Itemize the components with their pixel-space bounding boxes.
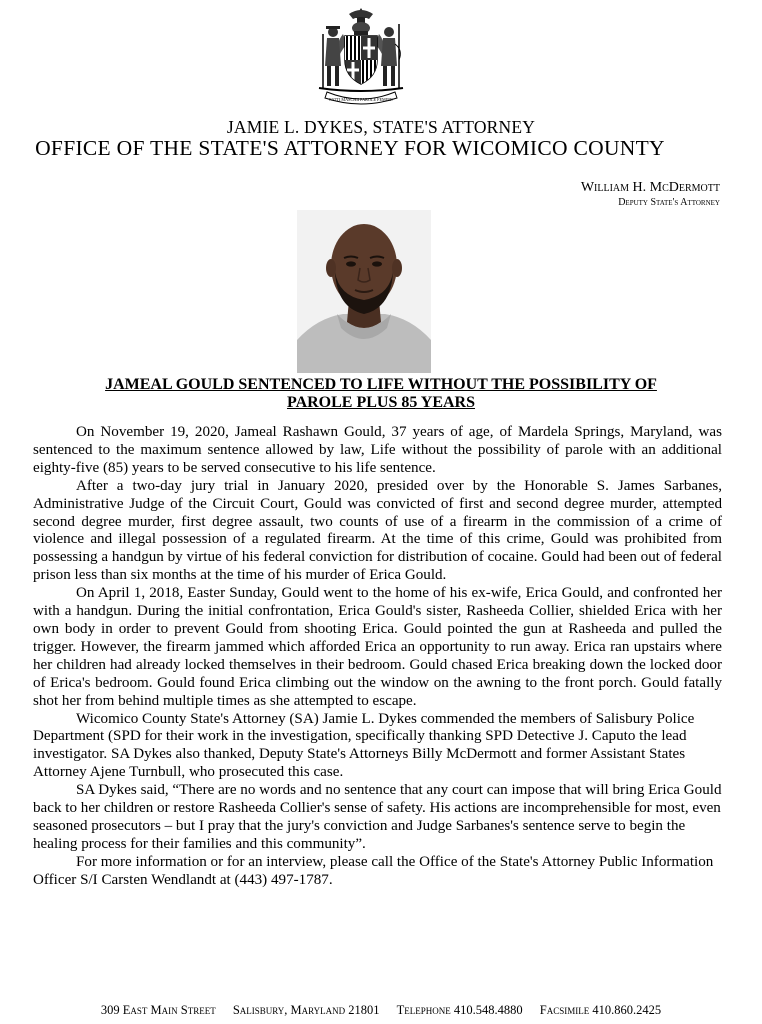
headline-line-1: JAMEAL GOULD SENTENCED TO LIFE WITHOUT THE POSSIBILITY OF — [105, 376, 657, 393]
paragraph-incident: On April 1, 2018, Easter Sunday, Gould went to the home of his ex-wife, Erica Gould, and confronted her with a handgun. During the initial confrontation, Erica Gould's sister, Rasheeda Collier, shielded Erica with her own body in order to prevent Gould from shooting Erica. Gould pointed the gun at Rasheeda and pulled the trigger. However, the firearm jammed which afforded Erica an opportunity to run away. Erica ran upstairs where her children had already locked themselves in their bedroom. Gould chased Erica breaking down the locked door of Erica's bedroom. Gould found Erica climbing out the window on the awning to the front porch. Gould fatally shot her from behind multiple times as she attempted to escape. — [33, 585, 722, 709]
paragraph-quote: SA Dykes said, “There are no words and no sentence that any court can impose that will bring Erica Gould back to her children or restore Rasheeda Collier's sense of safety. His actions are incomprehensible for most, even seasoned prosecutors – but I pray that the jury's conviction and Judge Sarbanes's sentence serve to begin the healing process for their families and this community”. — [33, 782, 722, 852]
maryland-seal-logo — [313, 4, 409, 108]
footer-city: Salisbury, Maryland 21801 — [232, 1003, 380, 1017]
deputy-title: Deputy State's Attorney — [618, 197, 720, 208]
paragraph-commendation: Wicomico County State's Attorney (SA) Jamie L. Dykes commended the members of Salisbury Police Department (SPD for their work in the investigation, specifically thanking SPD Detective J. Caputo the lead investigator. SA Dykes also thanked, Deputy State's Attorneys Billy McDermott and former Assistant States Attorney Ajene Turnbull, who prosecuted this case. — [33, 710, 695, 781]
deputy-block — [581, 180, 720, 208]
paragraph-sentencing: On November 19, 2020, Jameal Rashawn Gould, 37 years of age, of Mardela Springs, Maryland, was sentenced to the maximum sentence allowed by law, Life without the possibility of parole with an additional eighty-five (85) years to be served consecutive to his life sentence. — [33, 424, 722, 476]
seal-motto: FATTI MASCHII PAROLE FEMINE — [329, 97, 393, 102]
press-release-body — [33, 424, 722, 890]
paragraph-contact: For more information or for an interview, please call the Office of the State's Attorney Public Information Officer S/I Carsten Wendlandt at (443) 497-1787. — [33, 853, 714, 888]
paragraph-trial: After a two-day jury trial in January 2020, presided over by the Honorable S. James Sarbanes, Administrative Judge of the Circuit Court, Gould was convicted of first and second degree murder, attempted second degree murder, first degree assault, two counts of use of a firearm in the commission of a crime of violence and illegal possession of a regulated firearm. At the time of this crime, Gould was prohibited from possessing a handgun by virtue of his federal conviction for distribution of cocaine. Gould had been out of federal prison less than six months at the time of his murder of Erica Gould. — [33, 477, 722, 584]
headline-line-2: PAROLE PLUS 85 YEARS — [286, 394, 476, 411]
defendant-photo — [297, 210, 431, 373]
deputy-name: William H. McDermott — [580, 180, 720, 195]
office-title: OFFICE OF THE STATE'S ATTORNEY FOR WICOMICO COUNTY — [35, 136, 665, 160]
press-release-headline — [40, 376, 722, 412]
office-footer — [0, 1003, 762, 1018]
footer-facsimile: Facsimile 410.860.2425 — [539, 1003, 662, 1017]
footer-telephone: Telephone 410.548.4880 — [396, 1003, 523, 1017]
state-attorney-line: JAMIE L. DYKES, STATE'S ATTORNEY — [226, 117, 536, 137]
footer-address: 309 East Main Street — [100, 1003, 216, 1017]
